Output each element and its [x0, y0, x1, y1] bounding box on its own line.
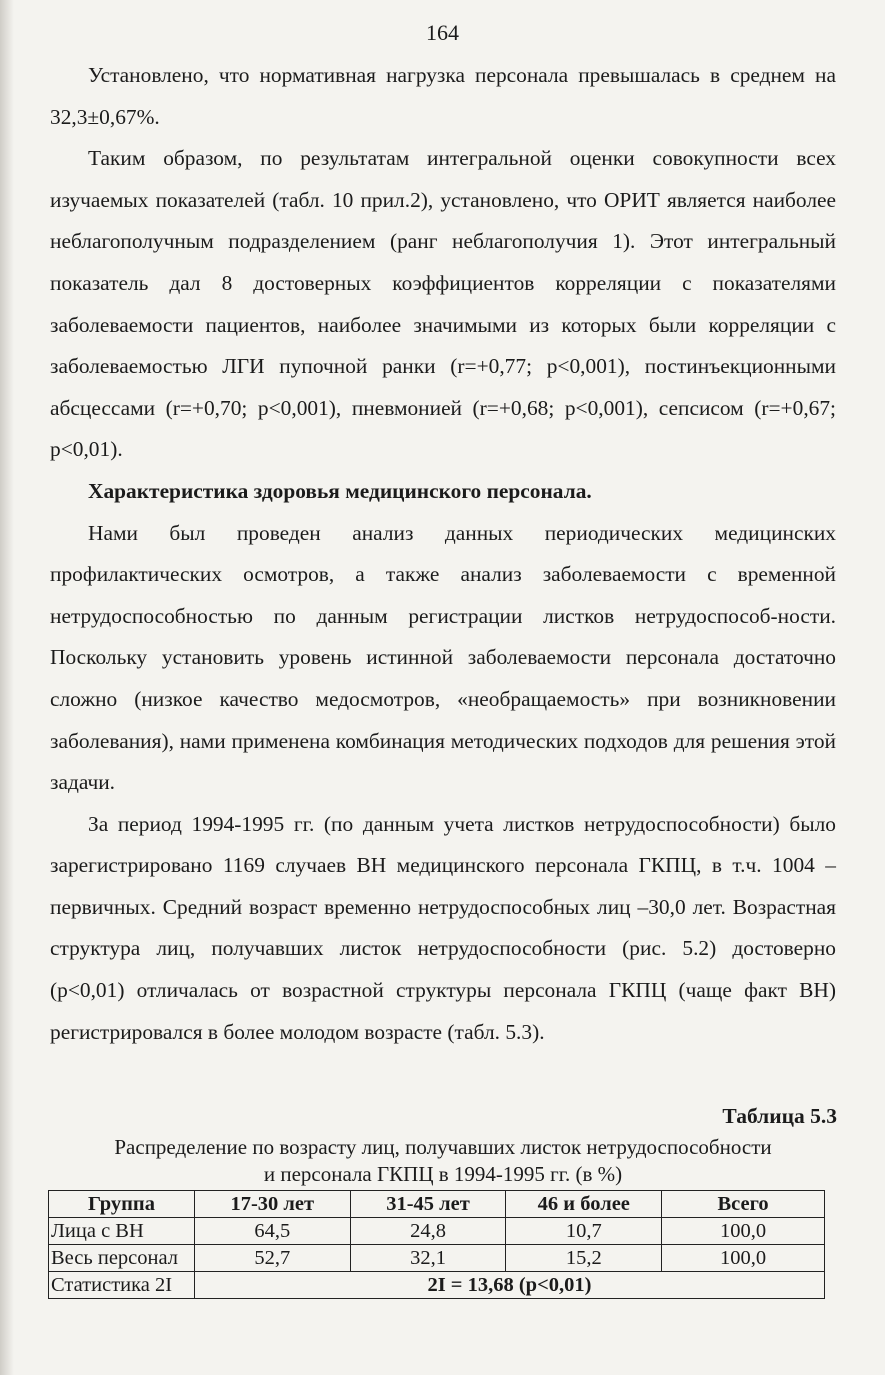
- row-label: Лица с ВН: [49, 1218, 195, 1245]
- table-row: [49, 1218, 825, 1245]
- table-cell: 52,7: [194, 1245, 350, 1272]
- paragraph: Установлено, что нормативная нагрузка персонала превышалась в среднем на 32,3±0,67%.: [50, 63, 836, 129]
- header-cell: 46 и более: [506, 1191, 662, 1218]
- header-cell: Всего: [662, 1191, 825, 1218]
- table-row: [49, 1245, 825, 1272]
- row-label: Весь персонал: [49, 1245, 195, 1272]
- page-number: 164: [426, 20, 459, 45]
- table-label: Таблица 5.3: [722, 1104, 837, 1128]
- table-caption-line: Распределение по возрасту лиц, получавших листок нетрудоспособности: [114, 1135, 772, 1159]
- table-stat-row: [49, 1272, 825, 1299]
- scan-shadow: [0, 0, 14, 1375]
- table-header-row: [49, 1191, 825, 1218]
- row-label: Статистика 2I: [49, 1272, 195, 1299]
- header-cell: 31-45 лет: [350, 1191, 506, 1218]
- paragraph: Таким образом, по результатам интегральной оценки совокупности всех изучаемых показателей (табл. 10 прил.2), установлено, что ОРИТ является наиболее неблагополучным подразделением (ранг неблагополучия 1). Этот интегральный показатель дал 8 достоверных коэффициентов корреляции с показателями заболеваемости пациентов, наиболее значимыми из которых были корреляции с заболеваемостью ЛГИ пупочной ранки (r=+0,77; p<0,001), постинъекционными абсцессами (r=+0,70; p<0,001), пневмонией (r=+0,68; p<0,001), сепсисом (r=+0,67; p<0,01).: [50, 146, 836, 462]
- table-cell: 15,2: [506, 1245, 662, 1272]
- table-caption-line: и персонала ГКПЦ в 1994-1995 гг. (в %): [263, 1162, 623, 1186]
- section-heading: Характеристика здоровья медицинского персонала.: [88, 478, 592, 503]
- table-cell: 100,0: [662, 1218, 825, 1245]
- paragraph: Нами был проведен анализ данных периодических медицинских профилактических осмотров, а также анализ заболеваемости с временной нетрудоспособностью по данным регистрации листков нетрудоспособ-ности. Поскольку установить уровень истинной заболеваемости персонала достаточно сложно (низкое качество медосмотров, «необращаемость» при возникновении заболевания), нами применена комбинация методических подходов для решения этой задачи.: [50, 520, 836, 795]
- paragraph: За период 1994-1995 гг. (по данным учета листков нетрудоспособности) было зарегистрировано 1169 случаев ВН медицинского персонала ГКПЦ, в т.ч. 1004 – первичных. Средний возраст временно нетрудоспособных лиц –30,0 лет. Возрастная структура лиц, получавших листок нетрудоспособности (рис. 5.2) достоверно (p<0,01) отличалась от возрастной структуры персонала ГКПЦ (чаще факт ВН) регистрировался в более молодом возрасте (табл. 5.3).: [50, 811, 836, 1044]
- table-cell: 24,8: [350, 1218, 506, 1245]
- body-text: [50, 55, 836, 1053]
- header-cell: Группа: [49, 1191, 195, 1218]
- table-cell: 10,7: [506, 1218, 662, 1245]
- table-cell: 100,0: [662, 1245, 825, 1272]
- table-cell: 32,1: [350, 1245, 506, 1272]
- age-distribution-table: [48, 1190, 825, 1299]
- table-caption: [48, 1134, 838, 1188]
- header-cell: 17-30 лет: [194, 1191, 350, 1218]
- stat-value: 2I = 13,68 (p<0,01): [194, 1272, 824, 1299]
- table-cell: 64,5: [194, 1218, 350, 1245]
